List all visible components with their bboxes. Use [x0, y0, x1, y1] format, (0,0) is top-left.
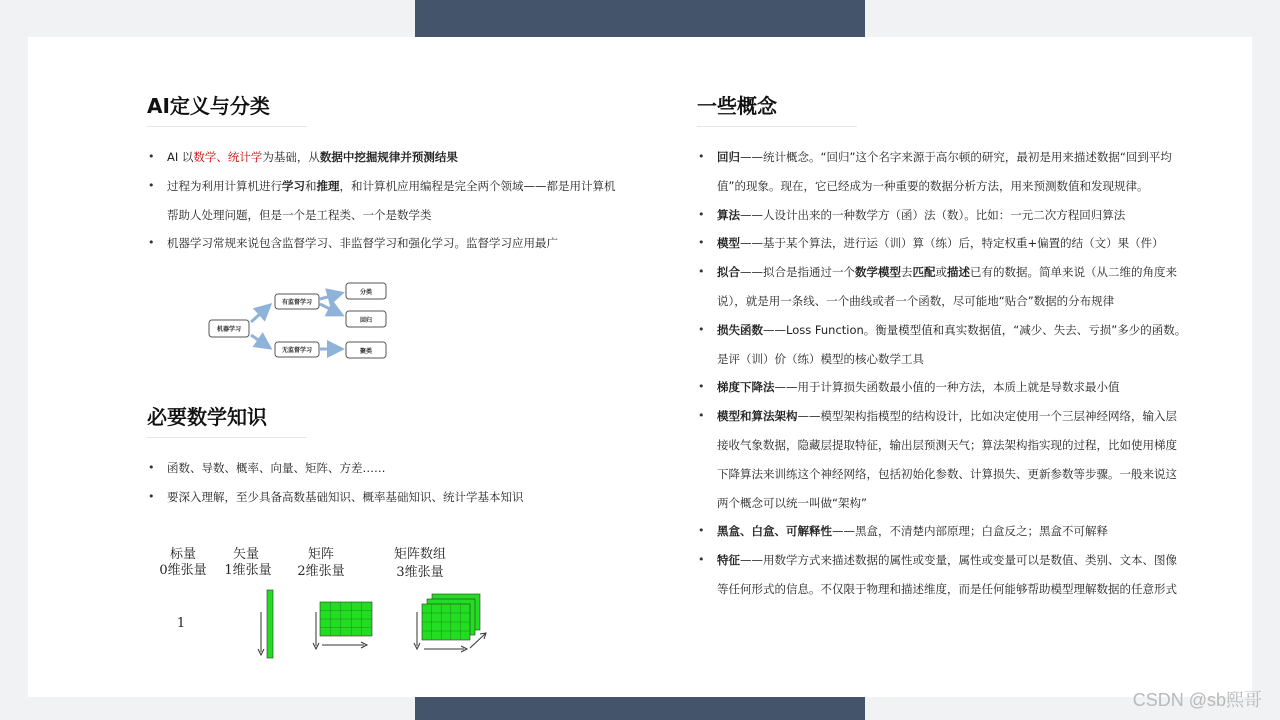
diagram-label-supervised: 有监督学习 [281, 299, 313, 306]
tensor-vector-name: 矢量 [232, 547, 260, 562]
list-item: • 函数、导数、概率、向量、矩阵、方差…… [147, 454, 617, 483]
diagram-label-cluster: 聚类 [359, 348, 373, 355]
list-item: • 机器学习常规来说包含监督学习、非监督学习和强化学习。监督学习应用最广 [147, 229, 617, 258]
diagram-label-unsupervised: 无监督学习 [281, 347, 313, 354]
slide-page [28, 37, 1252, 697]
watermark: CSDN @sb熙哥 [1132, 690, 1262, 710]
tensor-scalar-value: 1 [176, 616, 186, 631]
tensor-array-name: 矩阵数组 [393, 547, 447, 562]
tensor-vector-column [267, 590, 273, 658]
list-item: • 拟合——拟合是指通过一个数学模型去匹配或描述已有的数据。简单来说（从二维的角度来说），就是用一条线、一个曲线或者一个函数，尽可能地“贴合”数据的分布规律 [697, 258, 1187, 316]
list-item: • 特征——用数学方式来描述数据的属性或变量，属性或变量可以是数值、类别、文本、图像等任何形式的信息。不仅限于物理和描述维度，而是任何能够帮助模型理解数据的任意形式 [697, 546, 1187, 604]
tensor-matrix-name: 矩阵 [307, 547, 335, 562]
diagram-label-regress: 回归 [359, 317, 373, 324]
section-title-concepts: 一些概念 [697, 94, 777, 118]
tensor-illustration [152, 542, 492, 662]
ai-definition-list [147, 143, 617, 258]
diagram-label-root: 机器学习 [216, 326, 242, 333]
concepts-list [697, 143, 1187, 604]
list-item: • AI 以数学、统计学为基础，从数据中挖掘规律并预测结果 [147, 143, 617, 172]
top-decor-bar [415, 0, 865, 37]
list-item: • 模型——基于某个算法，进行运（训）算（练）后，特定权重+偏置的结（文）果（件） [697, 229, 1187, 258]
tensor-scalar-name: 标量 [169, 547, 197, 562]
diagram-label-classify: 分类 [359, 289, 373, 296]
list-item: • 要深入理解，至少具备高数基础知识、概率基础知识、统计学基本知识 [147, 483, 617, 512]
array-axis-arrow-depth [470, 634, 485, 648]
list-item: • 黑盒、白盒、可解释性——黑盒，不清楚内部原理；白盒反之；黑盒不可解释 [697, 517, 1187, 546]
tensor-scalar-sub: 0维张量 [159, 563, 207, 578]
title-underline [147, 126, 307, 127]
tensor-array-sub: 3维张量 [396, 565, 444, 580]
tensor-matrix-sub: 2维张量 [297, 564, 345, 579]
math-knowledge-list [147, 454, 617, 512]
section-title-math: 必要数学知识 [147, 405, 267, 429]
section-title-ai-definition: AI定义与分类 [147, 94, 270, 118]
bottom-decor-bar [415, 697, 865, 720]
title-underline [147, 437, 307, 438]
tensor-vector-sub: 1维张量 [224, 563, 272, 578]
list-item: • 算法——人设计出来的一种数学方（函）法（数）。比如：一元二次方程回归算法 [697, 201, 1187, 230]
ml-taxonomy-diagram [198, 277, 398, 367]
list-item: • 模型和算法架构——模型架构指模型的结构设计，比如决定使用一个三层神经网络，输入层接收气象数据，隐藏层提取特征，输出层预测天气；算法架构指实现的过程，比如使用梯度下降算法来训练这个神经网络，包括初始化参数、计算损失、更新参数等步骤。一般来说这两个概念可以统一叫做“架构” [697, 402, 1187, 517]
title-underline [697, 126, 857, 127]
list-item: • 回归——统计概念。“回归”这个名字来源于高尔顿的研究，最初是用来描述数据“回到平均值”的现象。现在，它已经成为一种重要的数据分析方法，用来预测数值和发现规律。 [697, 143, 1187, 201]
list-item: • 损失函数——Loss Function。衡量模型值和真实数据值，“减少、失去、亏损”多少的函数。是评（训）价（练）模型的核心数学工具 [697, 316, 1187, 374]
list-item: • 梯度下降法——用于计算损失函数最小值的一种方法，本质上就是导数求最小值 [697, 373, 1187, 402]
list-item: • 过程为利用计算机进行学习和推理，和计算机应用编程是完全两个领域——都是用计算机帮助人处理问题，但是一个是工程类、一个是数学类 [147, 172, 617, 230]
